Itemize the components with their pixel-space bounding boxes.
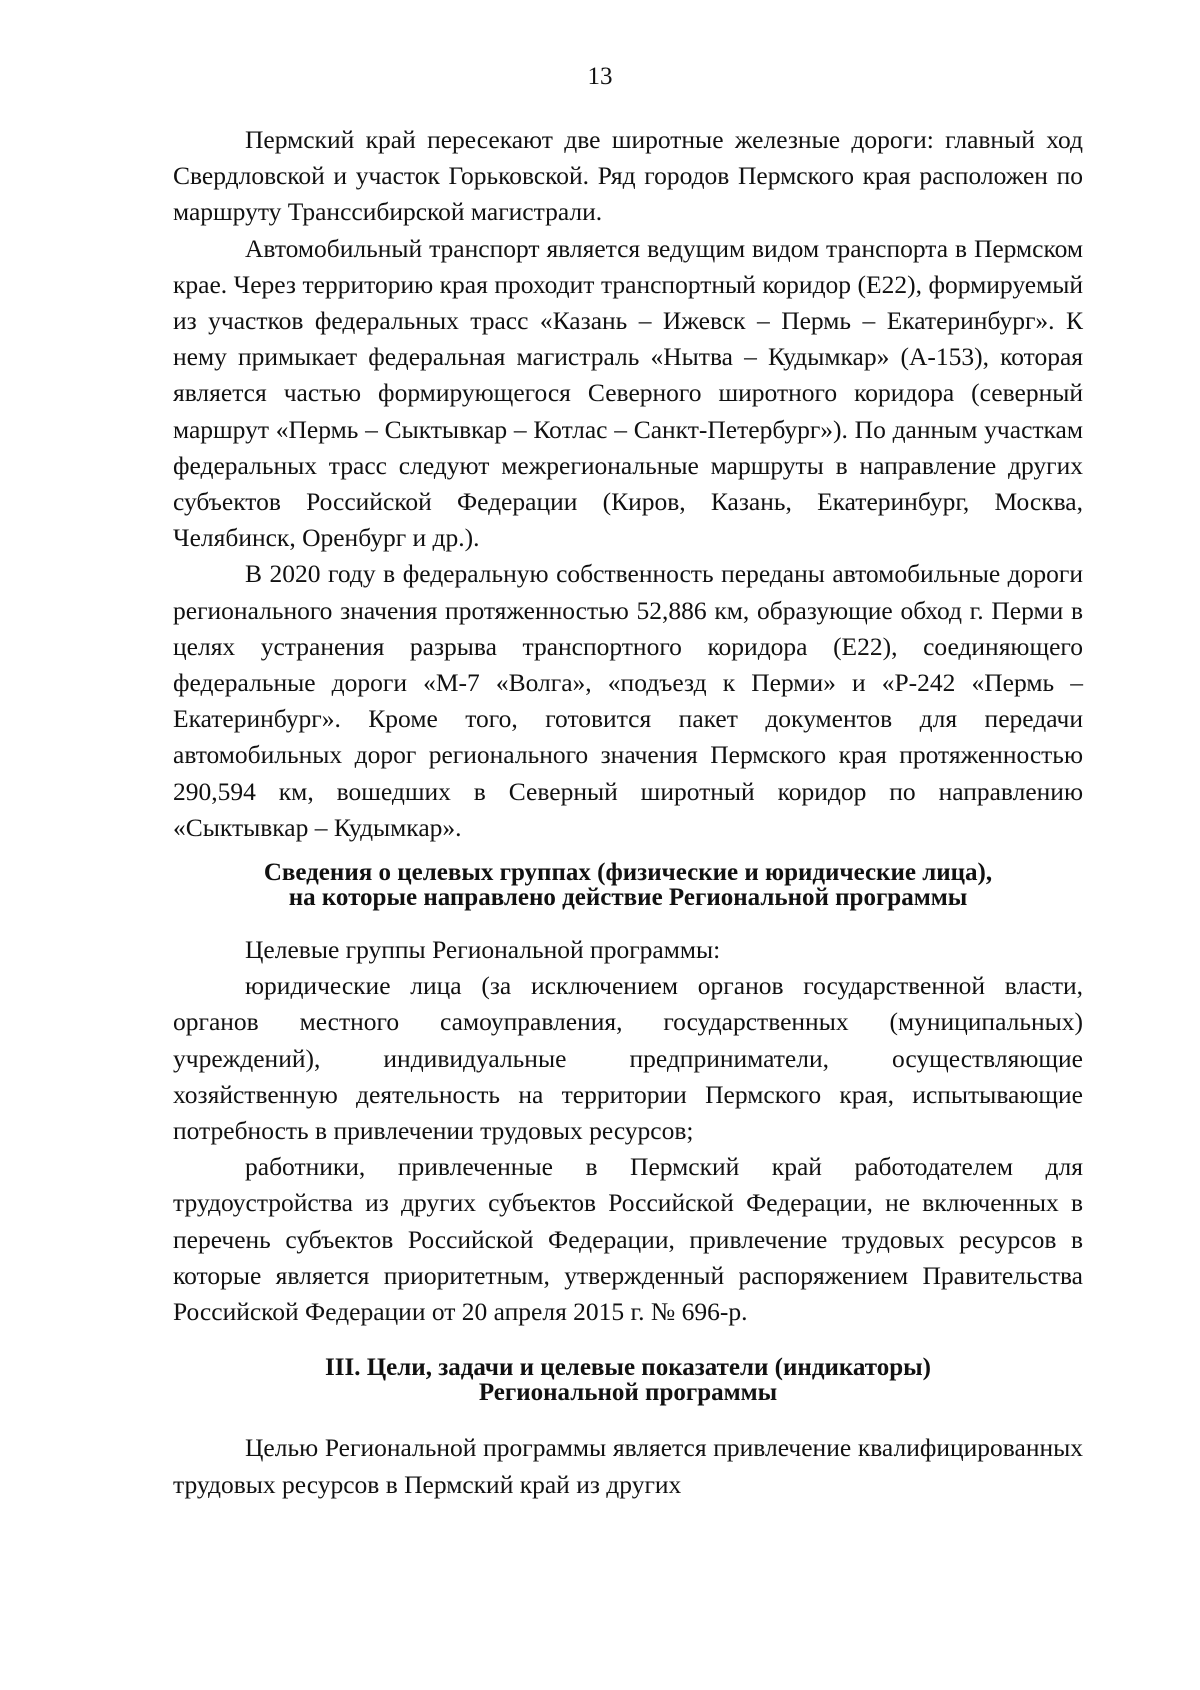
- heading-section-3: [173, 1355, 1083, 1405]
- heading-target-groups-line-2: на которые направлено действие Региональной программы: [288, 884, 968, 912]
- paragraph-target-groups-intro: Целевые группы Региональной программы:: [245, 935, 721, 965]
- target-groups-block: [173, 932, 1083, 1330]
- paragraph-federal-roads-2020: В 2020 году в федеральную собственность переданы автомобильные дороги регионального значения протяженностью 52,886 км, образующие обход г. Перми в целях устранения разрыва транспортного коридора (Е22), соединяющего федеральные дороги «М-7 «Волга», «подъезд к Перми» и «Р-242 «Пермь – Екатеринбург». Кроме того, готовится пакет документов для передачи автомобильных дорог регионального значения Пермского края протяженностью 290,594 км, вошедших в Северный широтный коридор по направлению «Сыктывкар – Кудымкар».: [173, 559, 1083, 842]
- paragraph-legal-entities: юридические лица (за исключением органов государственной власти, органов местного самоуправления, государственных (муниципальных) учреждений), индивидуальные предприниматели, осуществляющие хозяйственную деятельность на территории Пермского края, испытывающие потребность в привлечении трудовых ресурсов;: [173, 971, 1083, 1146]
- heading-target-groups: [173, 860, 1083, 910]
- heading-target-groups-line-1: Сведения о целевых группах (физические и юридические лица),: [263, 859, 993, 887]
- paragraph-workers: работники, привлеченные в Пермский край работодателем для трудоустройства из других субъектов Российской Федерации, не включенных в перечень субъектов Российской Федерации, привлечение трудовых ресурсов в которые является приоритетным, утвержденный распоряжением Правительства Российской Федерации от 20 апреля 2015 г. № 696-р.: [173, 1152, 1083, 1327]
- paragraph-program-goal: Целью Региональной программы является привлечение квалифицированных трудовых ресурсов в Пермский край из других: [173, 1433, 1083, 1499]
- goals-block: [173, 1430, 1083, 1502]
- heading-section-3-line-1: III. Цели, задачи и целевые показатели (индикаторы): [325, 1354, 931, 1382]
- document-body: [173, 122, 1083, 1503]
- paragraph-road-transport: Автомобильный транспорт является ведущим видом транспорта в Пермском крае. Через территорию края проходит транспортный коридор (Е22), формируемый из участков федеральных трасс «Казань – Ижевск – Пермь – Екатеринбург». К нему примыкает федеральная магистраль «Нытва – Кудымкар» (А-153), которая является частью формирующегося Северного широтного коридора (северный маршрут «Пермь – Сыктывкар – Котлас – Санкт-Петербург»). По данным участкам федеральных трасс следуют межрегиональные маршруты в направление других субъектов Российской Федерации (Киров, Казань, Екатеринбург, Москва, Челябинск, Оренбург и др.).: [173, 233, 1083, 553]
- page-number: 13: [587, 63, 613, 90]
- heading-section-3-line-2: Региональной программы: [478, 1379, 778, 1407]
- paragraph-railways: Пермский край пересекают две широтные железные дороги: главный ход Свердловской и участок Горьковской. Ряд городов Пермского края расположен по маршруту Транссибирской магистрали.: [173, 125, 1083, 227]
